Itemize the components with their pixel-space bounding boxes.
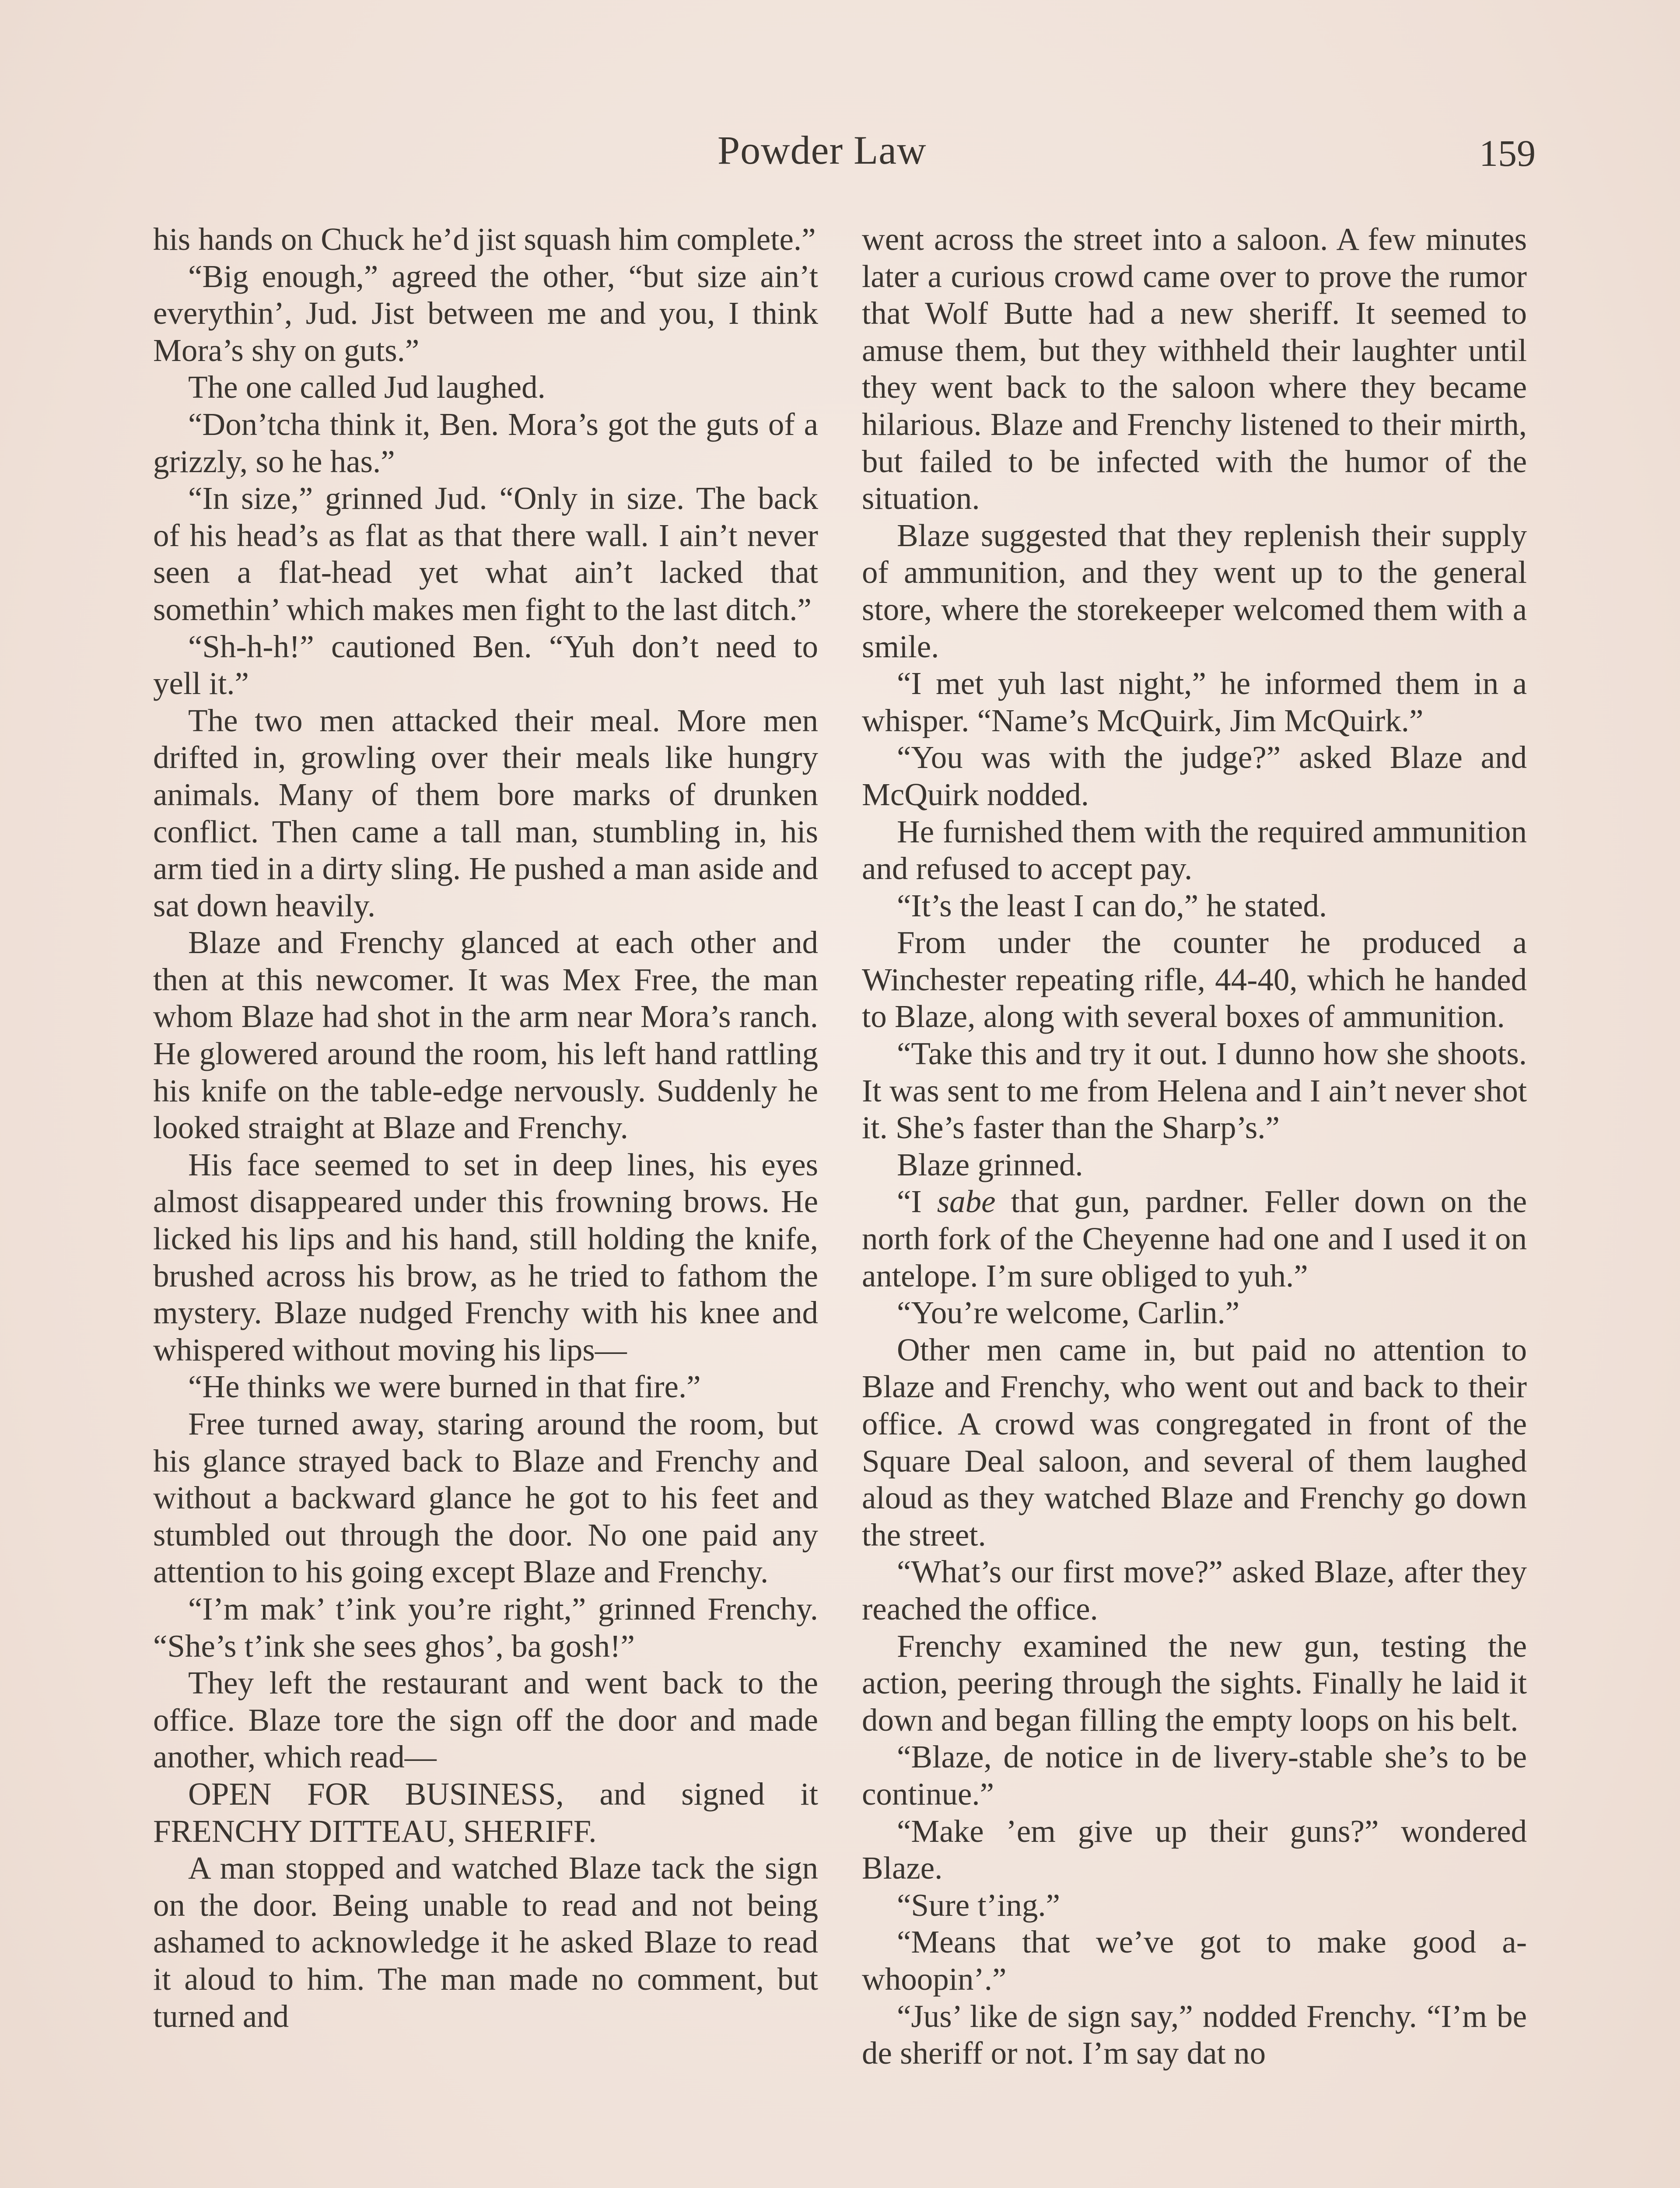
paragraph: OPEN FOR BUSINESS, and signed it FRENCHY DITTEAU, SHERIFF. <box>153 1776 818 1849</box>
paragraph: “Take this and try it out. I dunno how she shoots. It was sent to me from Helena and I ain’t never shot it. She’s faster than the Sharp’s.” <box>862 1036 1527 1146</box>
paragraph: “Sh-h-h!” cautioned Ben. “Yuh don’t need to yell it.” <box>153 628 818 701</box>
paragraph: “Big enough,” agreed the other, “but size ain’t everythin’, Jud. Jist between me and you, I think Mora’s shy on guts.” <box>153 258 818 368</box>
left-column <box>153 221 818 2035</box>
paragraph: Blaze and Frenchy glanced at each other and then at this newcomer. It was Mex Free, the man whom Blaze had shot in the arm near Mora’s ranch. He glowered around the room, his left hand rattling his knife on the table-edge nervously. Suddenly he looked straight at Blaze and Frenchy. <box>153 925 818 1146</box>
paragraph: “Blaze, de notice in de livery-stable she’s to be continue.” <box>862 1739 1527 1812</box>
paragraph: The two men attacked their meal. More men drifted in, growling over their meals like hungry animals. Many of them bore marks of drunken conflict. Then came a tall man, stumbling in, his arm tied in a dirty sling. He pushed a man aside and sat down heavily. <box>153 702 818 923</box>
paragraph: “Make ’em give up their guns?” wondered Blaze. <box>862 1813 1527 1886</box>
paragraph: “Jus’ like de sign say,” nodded Frenchy. “I’m be de sheriff or not. I’m say dat no <box>862 1998 1527 2071</box>
running-title: Powder Law <box>718 128 927 172</box>
paragraph: Free turned away, staring around the room, but his glance strayed back to Blaze and Frenchy and without a backward glance he got to his feet and stumbled out through the door. No one paid any attention to his going except Blaze and Frenchy. <box>153 1406 818 1590</box>
paragraph: “I’m mak’ t’ink you’re right,” grinned Frenchy. “She’s t’ink she sees ghos’, ba gosh!” <box>153 1591 818 1664</box>
paragraph: He furnished them with the required ammunition and refused to accept pay. <box>862 813 1527 887</box>
paragraph: “I sabe that gun, pardner. Feller down on the north fork of the Cheyenne had one and I used it on antelope. I’m sure obliged to yuh.” <box>862 1184 1527 1294</box>
paragraph: The one called Jud laughed. <box>188 369 546 405</box>
paragraph: “Sure t’ing.” <box>897 1887 1060 1923</box>
paragraph: “You was with the judge?” asked Blaze and McQuirk nodded. <box>862 740 1527 812</box>
italic-word: sabe <box>937 1184 996 1220</box>
paragraph: “Means that we’ve got to make good a-whoopin’.” <box>862 1924 1527 1997</box>
paragraph: Blaze grinned. <box>897 1147 1083 1182</box>
paragraph: “I met yuh last night,” he informed them in a whisper. “Name’s McQuirk, Jim McQuirk.” <box>862 666 1527 738</box>
page-number: 159 <box>1479 132 1536 174</box>
paragraph: “It’s the least I can do,” he stated. <box>897 887 1327 923</box>
paragraph: Blaze suggested that they replenish their supply of ammunition, and they went up to the general store, where the storekeeper welcomed them with a smile. <box>862 517 1527 664</box>
paragraph: Frenchy examined the new gun, testing the action, peering through the sights. Finally he laid it down and began filling the empty loops on his belt. <box>862 1628 1527 1738</box>
paragraph: His face seemed to set in deep lines, his eyes almost disappeared under this frowning brows. He licked his lips and his hand, still holding the knife, brushed across his brow, as he tried to fathom the mystery. Blaze nudged Frenchy with his knee and whispered without moving his lips— <box>153 1147 818 1368</box>
paragraph: “Don’tcha think it, Ben. Mora’s got the guts of a grizzly, so he has.” <box>153 406 818 479</box>
right-column <box>862 221 1527 2072</box>
paragraph: A man stopped and watched Blaze tack the sign on the door. Being unable to read and not being ashamed to acknowledge it he asked Blaze to read it aloud to him. The man made no comment, but turned and <box>153 1850 818 2034</box>
paragraph: went across the street into a saloon. A few minutes later a curious crowd came over to prove the rumor that Wolf Butte had a new sheriff. It seemed to amuse them, but they withheld their laughter until they went back to the saloon where they became hilarious. Blaze and Frenchy listened to their mirth, but failed to be infected with the humor of the situation. <box>862 221 1527 516</box>
paragraph: They left the restaurant and went back to the office. Blaze tore the sign off the door and made another, which read— <box>153 1665 818 1775</box>
paragraph: “What’s our first move?” asked Blaze, after they reached the office. <box>862 1554 1527 1627</box>
paragraph: “You’re welcome, Carlin.” <box>897 1295 1240 1331</box>
paragraph: “In size,” grinned Jud. “Only in size. The back of his head’s as flat as that there wall. I ain’t never seen a flat-head yet what ain’t lacked that somethin’ which makes men fight to the last ditch.” <box>153 480 818 627</box>
paragraph: his hands on Chuck he’d jist squash him complete.” <box>153 221 816 257</box>
paragraph: From under the counter he produced a Winchester repeating rifle, 44-40, which he handed to Blaze, along with several boxes of ammunition. <box>862 925 1527 1034</box>
paragraph: Other men came in, but paid no attention to Blaze and Frenchy, who went out and back to their office. A crowd was congregated in front of the Square Deal saloon, and several of them laughed aloud as they watched Blaze and Frenchy go down the street. <box>862 1332 1527 1553</box>
paragraph: “He thinks we were burned in that fire.” <box>188 1369 701 1405</box>
